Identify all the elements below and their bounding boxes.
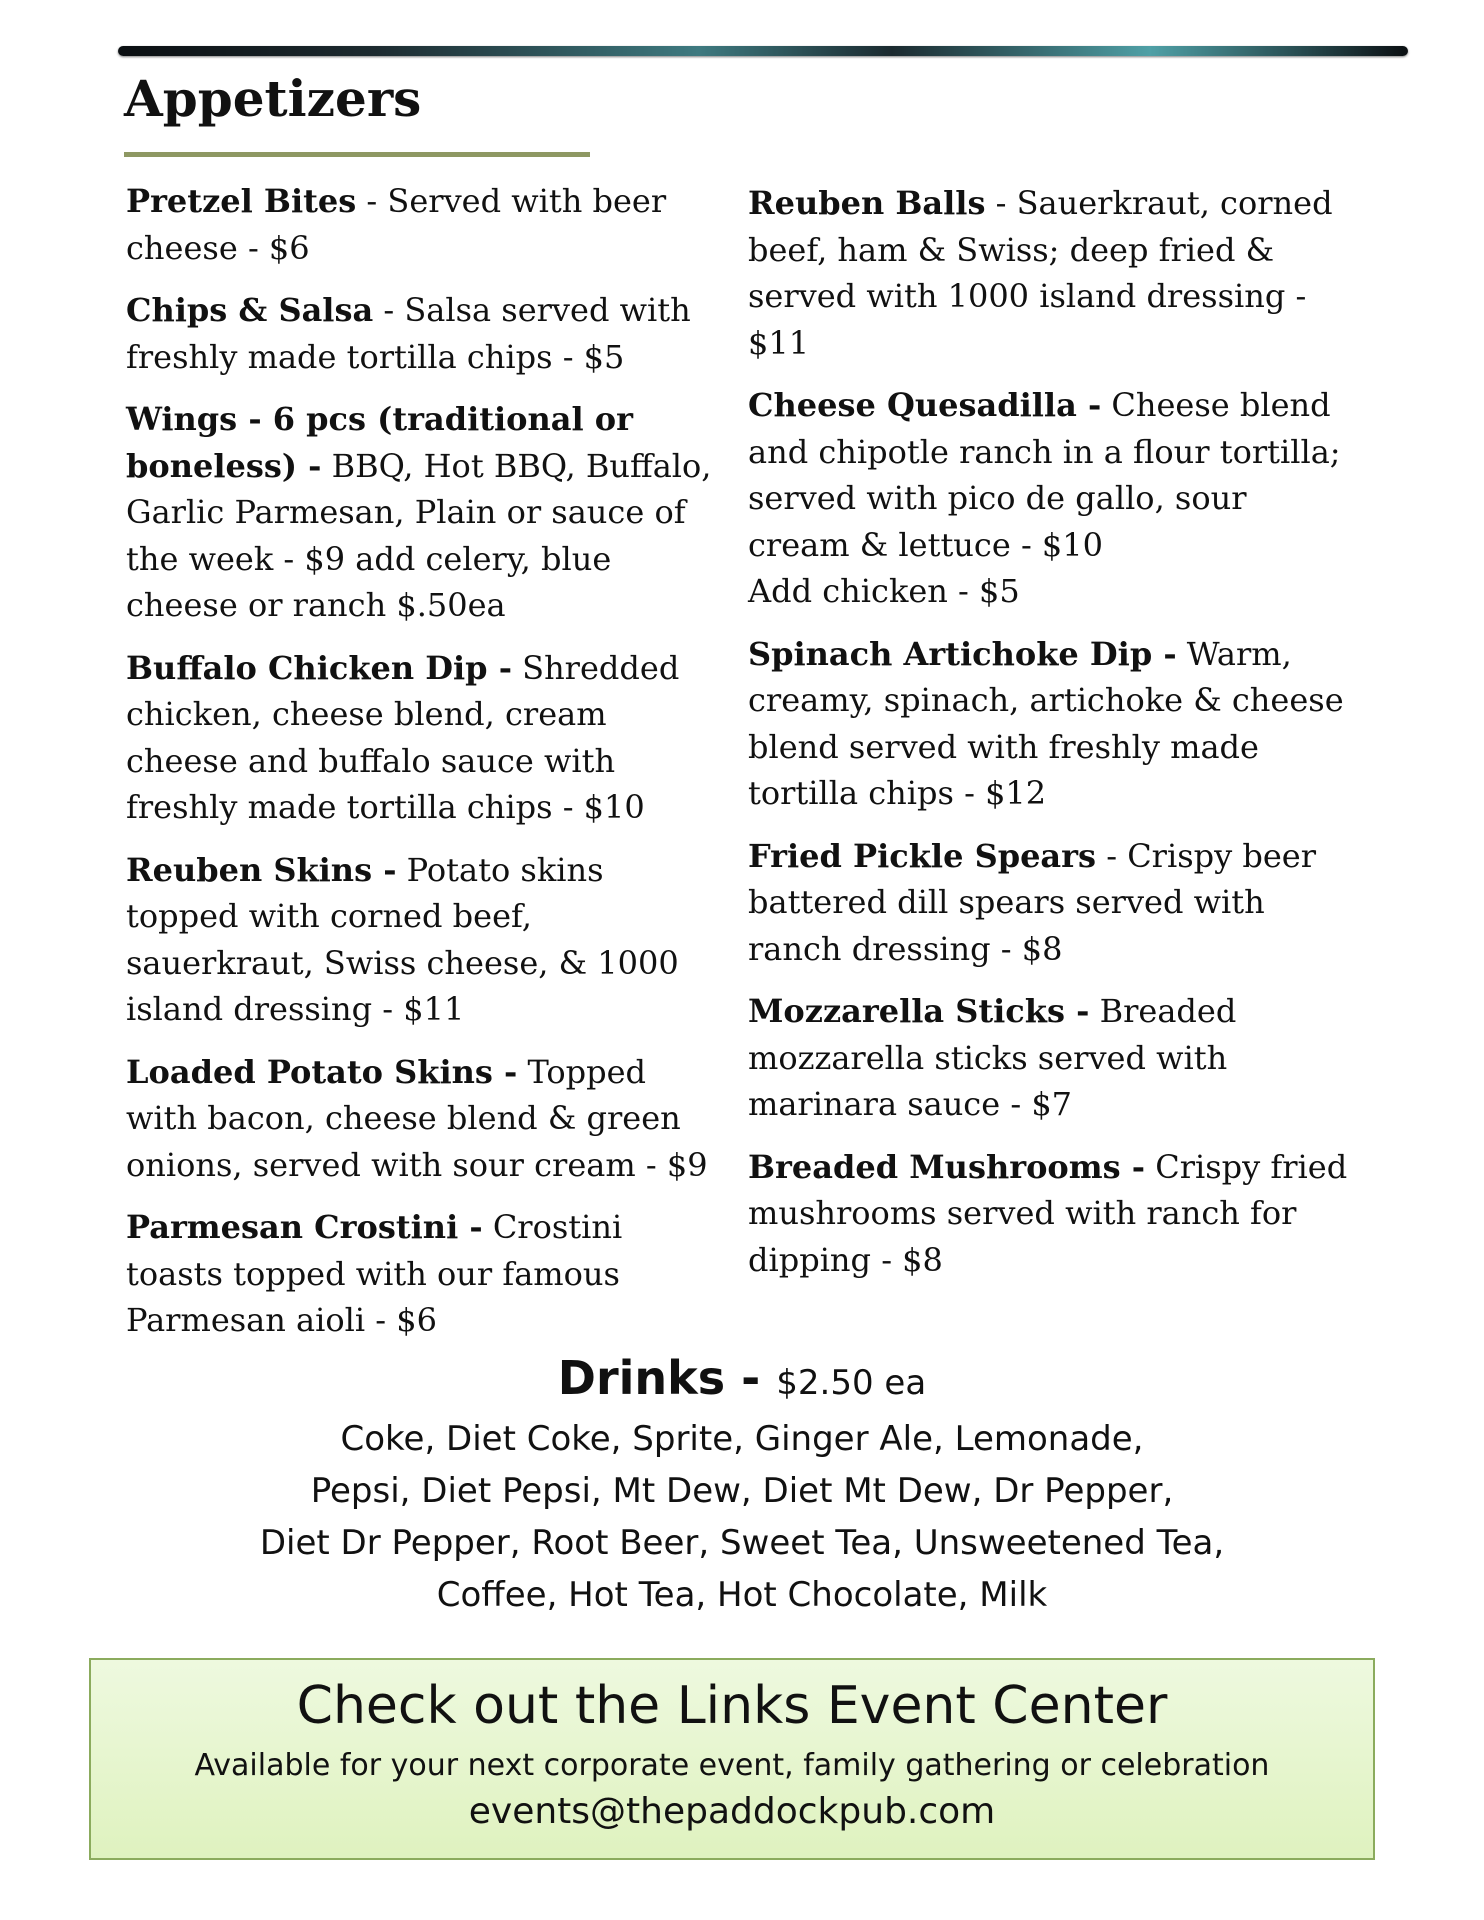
item-description: Breaded mozzarella sticks served with marinara sauce - $7 [748, 992, 1237, 1123]
drinks-section [0, 1348, 1484, 1621]
item-description: Topped with bacon, cheese blend & green onions, served with sour cream - $9 [126, 1052, 708, 1184]
drinks-list-line: Pepsi, Diet Pepsi, Mt Dew, Diet Mt Dew, Dr Pepper, [310, 1471, 1174, 1511]
item-name: Reuben Skins - [126, 850, 397, 889]
menu-item-spinach-artichoke-dip [748, 631, 1358, 817]
menu-item-pretzel-bites [126, 178, 720, 271]
item-name: Fried Pickle Spears [748, 836, 1097, 875]
menu-item-loaded-potato-skins [126, 1049, 720, 1189]
item-description: Crostini toasts topped with our famous Parmesan aioli - $6 [126, 1208, 623, 1339]
item-description: Crispy fried mushrooms served with ranch for dipping - $8 [748, 1147, 1348, 1279]
menu-item-breaded-mushrooms [748, 1144, 1358, 1284]
drinks-title: Drinks - [557, 1351, 777, 1405]
appetizers-right-column [748, 180, 1358, 1299]
item-description: - Sauerkraut, corned beef, ham & Swiss; deep fried & served with 1000 island dressing - $11 [748, 184, 1333, 362]
item-name: Buffalo Chicken Dip - [126, 648, 512, 687]
title-underline [124, 152, 590, 157]
menu-item-reuben-skins [126, 847, 720, 1033]
item-name: Cheese Quesadilla - [748, 386, 1102, 424]
menu-item-cheese-quesadilla [748, 382, 1358, 615]
menu-item-mozzarella-sticks [748, 988, 1358, 1128]
drinks-price: $2.50 ea [776, 1363, 927, 1403]
appetizers-left-column [126, 178, 720, 1360]
item-name: Chips & Salsa [126, 291, 374, 329]
item-addon: Add chicken - $5 [748, 572, 1020, 610]
item-description: - Served with beer cheese - $6 [126, 182, 667, 267]
item-name: Pretzel Bites [126, 182, 357, 220]
menu-item-wings [126, 396, 720, 629]
top-decorative-bar [118, 46, 1408, 56]
item-description: Cheese blend and chipotle ranch in a flour tortilla; served with pico de gallo, sour cream & lettuce - $10 [748, 386, 1341, 564]
item-description: BBQ, Hot BBQ, Buffalo, Garlic Parmesan, Plain or sauce of the week - $9 add celery, blue cheese or ranch $.50ea [126, 446, 712, 624]
item-name: Spinach Artichoke Dip - [748, 634, 1177, 673]
event-subtitle: Available for your next corporate event, family gathering or celebration [194, 1748, 1270, 1783]
menu-item-fried-pickle-spears [748, 833, 1358, 973]
item-description: - Crispy beer battered dill spears served with ranch dressing - $8 [748, 836, 1317, 968]
event-title: Check out the Links Event Center [296, 1676, 1168, 1736]
item-description: Warm, creamy, spinach, artichoke & cheese blend served with freshly made tortilla chips - $12 [748, 634, 1344, 812]
drinks-heading [0, 1348, 1484, 1413]
item-name: Reuben Balls [748, 184, 986, 222]
item-name: Parmesan Crostini - [126, 1208, 483, 1246]
menu-item-buffalo-chicken-dip [126, 645, 720, 831]
item-name: Loaded Potato Skins - [126, 1052, 518, 1091]
drinks-list-line: Coke, Diet Coke, Sprite, Ginger Ale, Lemonade, [340, 1419, 1144, 1459]
menu-item-reuben-balls [748, 180, 1358, 366]
item-description: - Salsa served with freshly made tortilla chips - $5 [126, 291, 691, 376]
appetizers-title: Appetizers [124, 69, 422, 128]
item-description: Potato skins topped with corned beef, sauerkraut, Swiss cheese, & 1000 island dressing - $11 [126, 850, 679, 1028]
menu-item-chips-salsa [126, 287, 720, 380]
item-description: Shredded chicken, cheese blend, cream cheese and buffalo sauce with freshly made tortilla chips - $10 [126, 648, 680, 826]
drinks-list-line: Diet Dr Pepper, Root Beer, Sweet Tea, Unsweetened Tea, [259, 1523, 1225, 1563]
event-center-banner [89, 1658, 1375, 1860]
item-name: Mozzarella Sticks - [748, 992, 1090, 1030]
item-name: Breaded Mushrooms - [748, 1147, 1146, 1186]
item-name: Wings - 6 pcs (traditional or boneless) - [126, 400, 633, 485]
menu-item-parmesan-crostini [126, 1204, 720, 1344]
drinks-list-line: Coffee, Hot Tea, Hot Chocolate, Milk [436, 1575, 1048, 1615]
event-email-link[interactable]: events@thepaddockpub.com [468, 1791, 996, 1832]
